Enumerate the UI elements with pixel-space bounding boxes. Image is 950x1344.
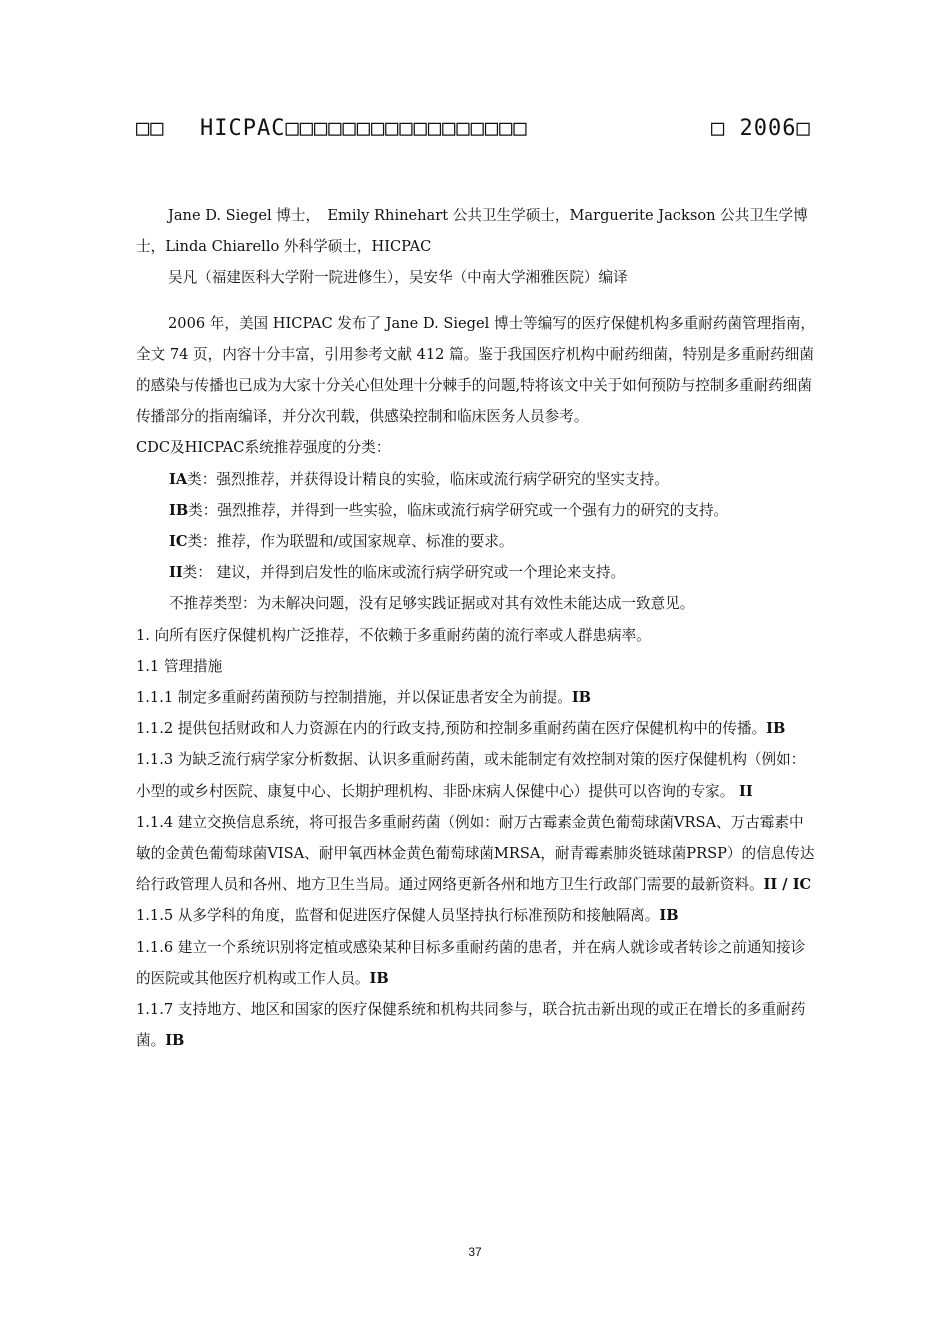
author-line-cont: 士，Linda Chiarello 外科学硕士，HICPAC <box>136 238 432 256</box>
document-title <box>136 116 826 152</box>
category-ii: II类： 建议，并得到启发性的临床或流行病学研究或一个理论来支持。 <box>169 564 626 582</box>
category-ib: IB类：强烈推荐，并得到一些实验，临床或流行病学研究或一个强有力的研究的支持。 <box>169 501 729 519</box>
title-year: □ 2006□ <box>711 116 811 141</box>
item-1-1-5: 1.1.5 从多学科的角度，监督和促进医疗保健人员坚持执行标准预防和接触隔离。IB <box>136 907 679 925</box>
item-1-1-3: 1.1.3 为缺乏流行病学家分析数据、认识多重耐药菌，或未能制定有效控制对策的医疗保健机构（例如：小型的或乡村医院、康复中心、长期护理机构、非卧床病人保健中心）提供可以咨询的专家。 II <box>136 751 806 800</box>
page-number: 37 <box>468 1245 482 1259</box>
item-1-1-7: 1.1.7 支持地方、地区和国家的医疗保健系统和机构共同参与，联合抗击新出现的或正在增长的多重耐药菌。IB <box>136 1001 806 1050</box>
category-ia: IA类：强烈推荐，并获得设计精良的实验，临床或流行病学研究的坚实支持。 <box>169 470 669 488</box>
item-1-1-2: 1.1.2 提供包括财政和人力资源在内的行政支持,预防和控制多重耐药菌在医疗保健机构中的传播。IB <box>136 720 786 738</box>
section-heading: 1. 向所有医疗保健机构广泛推荐，不依赖于多重耐药菌的流行率或人群患病率。 <box>136 626 651 644</box>
title-main: HICPAC□□□□□□□□□□□□□□□□□ <box>200 116 528 141</box>
subsection-heading: 1.1 管理措施 <box>136 657 223 675</box>
no-recommendation: 不推荐类型：为未解决问题，没有足够实践证据或对其有效性未能达成一致意见。 <box>169 595 695 613</box>
intro-paragraph: 2006 年，美国 HICPAC 发布了 Jane D. Siegel 博士等编写的医疗保健机构多重耐药菌管理指南，全文 74 页，内容十分丰富，引用参考文献 412 篇。鉴于我国医疗机构中耐药细菌，特别是多重耐药细菌的感染与传播也已成为大家十分关心但处理十分棘手的问题,特将该文中关于如何预防与控制多重耐药细菌传播部分的指南编译，并分次刊载，供感染控制和临床医务人员参考。 <box>136 314 816 426</box>
classification-heading: CDC及HICPAC系统推荐强度的分类： <box>136 439 391 457</box>
translator-line: 吴凡（福建医科大学附一院进修生），吴安华（中南大学湘雅医院）编译 <box>168 269 628 287</box>
item-1-1-6: 1.1.6 建立一个系统识别将定植或感染某种目标多重耐药菌的患者，并在病人就诊或者转诊之前通知接诊的医院或其他医疗机构或工作人员。IB <box>136 938 806 987</box>
title-prefix: □□ <box>136 116 165 141</box>
category-ic: IC类：推荐，作为联盟和/或国家规章、标准的要求。 <box>169 533 514 551</box>
item-1-1-4: 1.1.4 建立交换信息系统，将可报告多重耐药菌（例如：耐万古霉素金黄色葡萄球菌VRSA、万古霉素中敏的金黄色葡萄球菌VISA、耐甲氧西林金黄色葡萄球菌MRSA，耐青霉素肺炎链球菌PRSP）的信息传达给行政管理人员和各州、地方卫生当局。通过网络更新各州和地方卫生行政部门需要的最新资料。II / IC <box>136 813 815 894</box>
item-1-1-1: 1.1.1 制定多重耐药菌预防与控制措施，并以保证患者安全为前提。IB <box>136 689 591 707</box>
author-line: Jane D. Siegel 博士， Emily Rhinehart 公共卫生学硕士，Marguerite Jackson 公共卫生学博 <box>168 207 808 224</box>
body-text <box>136 200 818 1056</box>
